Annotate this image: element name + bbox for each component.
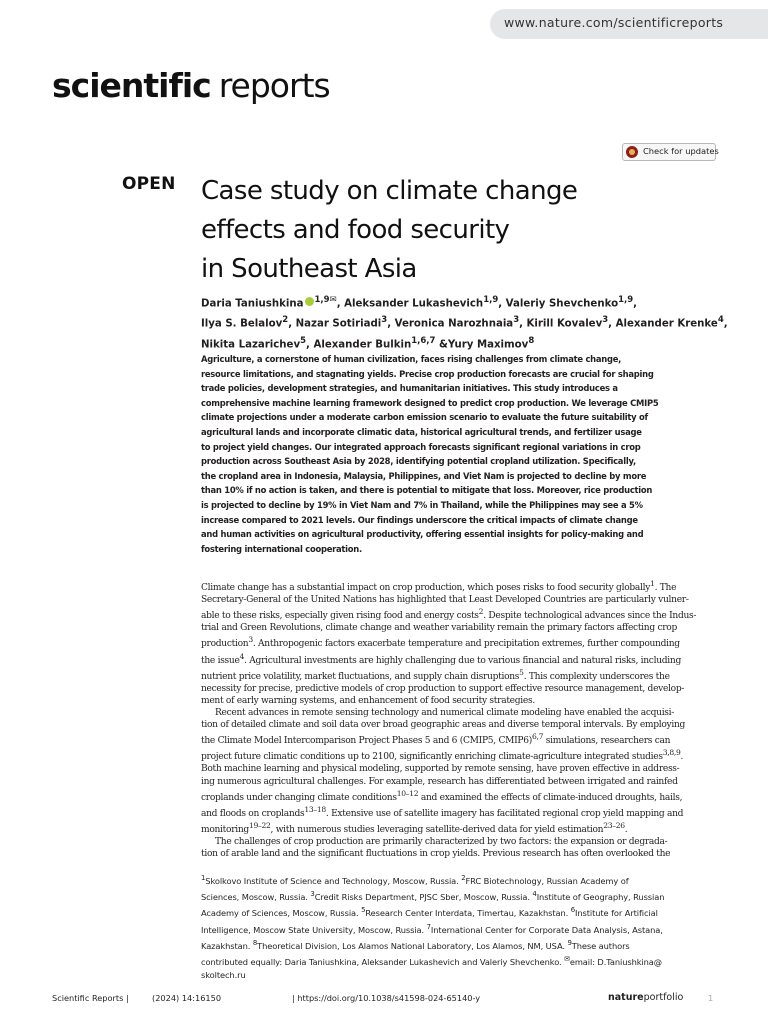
abstract-line: than 10% if no action is taken, and there is potential to mitigate that loss. Moreover, rice production: [201, 485, 653, 496]
author-affil: 3: [513, 315, 520, 326]
body-line: [201, 848, 721, 860]
open-access-label: OPEN: [122, 174, 176, 194]
affil-number: 9: [567, 938, 572, 947]
affiliation-line: [201, 888, 721, 904]
body-line: [201, 719, 721, 731]
author-name[interactable]: , Aleksander Lukashevich: [336, 298, 484, 310]
text-run: Skolkovo Institute of Science and Technology, Moscow, Russia.: [205, 875, 462, 886]
affiliation-line: [201, 969, 721, 982]
affil-number: 2: [461, 874, 466, 882]
abstract-line: resource limitations, and stagnating yields. Precise crop production forecasts are crucial for shaping: [201, 368, 654, 379]
abstract-line: trade policies, development strategies, and humanitarian initiatives. This study introduces a: [201, 383, 618, 394]
text-run: Both machine learning and physical modeling, supported by remote sensing, have proven effective in address-: [201, 764, 680, 775]
citation-link[interactable]: 3: [248, 635, 253, 645]
citation-link[interactable]: 10–12: [396, 788, 419, 798]
body-line: [201, 820, 721, 836]
text-run: able to these risks, especially given rising food and energy costs: [201, 611, 479, 622]
author-name[interactable]: Daria Taniushkina: [201, 298, 304, 310]
citation-link[interactable]: 13–18: [304, 804, 326, 814]
abstract-line: agricultural lands and incorporate climatic data, historical agricultural trends, and fertilizer usage: [201, 426, 642, 437]
body-line: [201, 763, 721, 775]
text-run: Institute of Geography, Russian: [536, 891, 665, 902]
text-run: Sciences, Moscow, Russia.: [201, 891, 311, 902]
body-line: [201, 578, 721, 594]
title-line: effects and food security: [201, 215, 510, 245]
text-run: Recent advances in remote sensing technology and numerical climate modeling have enabled the acquisi-: [215, 708, 675, 718]
text-run: Secretary-General of the United Nations has highlighted that Least Developed Countries are particularly vulner-: [201, 595, 689, 606]
body-line: [201, 622, 721, 634]
abstract-line: fostering international cooperation.: [201, 543, 362, 554]
text-run: . Extensive use of satellite imagery has facilitated regional crop yield mapping and: [325, 808, 684, 819]
text-run: the issue: [201, 655, 240, 666]
text-run: contributed equally: Daria Taniushkina, Aleksander Lukashevich and Valeriy Shevchenko.: [201, 956, 565, 967]
text-run: Theoretical Division, Los Alamos National Laboratory, Los Alamos, NM, USA.: [257, 940, 568, 951]
crossmark-icon: [626, 146, 638, 158]
body-line: [201, 606, 721, 622]
text-run: Climate change has a substantial impact on crop production, which poses risks to food security globally: [201, 583, 651, 594]
text-run: tion of arable land and the significant fluctuations in crop yields. Previous research has often overlooked the: [201, 849, 671, 860]
page-footer: [52, 993, 717, 1007]
body-line: [201, 683, 721, 695]
author-affil: 4: [717, 315, 724, 326]
email-link[interactable]: skoltech.ru: [201, 970, 246, 981]
text-run: .: [624, 824, 628, 835]
text-run: tion of detailed climate and soil data over broad geographic areas and diverse temporal intervals. By employing: [201, 720, 686, 731]
separator: ,: [633, 298, 638, 310]
publisher-logo: [608, 992, 683, 1003]
text-run: Research Center Interdata, Timertau, Kazakhstan.: [365, 908, 571, 919]
text-run: production: [201, 639, 249, 650]
article-title: [201, 172, 721, 289]
text-run: croplands under changing climate conditions: [201, 792, 397, 803]
abstract-line: increase compared to 2021 levels. Our findings underscore the critical impacts of climate change: [201, 514, 638, 525]
logo-bold: scientific: [52, 66, 211, 105]
author-name[interactable]: , Alexander Krenke: [608, 318, 718, 330]
text-run: Intelligence, Moscow State University, Moscow, Russia.: [201, 924, 427, 935]
body-line: [201, 747, 721, 763]
author-name[interactable]: , Veronica Narozhnaia: [387, 318, 514, 330]
affiliation-line: [201, 921, 721, 937]
author-name[interactable]: &Yury Maximov: [435, 339, 529, 351]
text-run: Credit Risks Department, PJSC Sber, Moscow, Russia.: [314, 891, 533, 902]
footer-doi-link[interactable]: | https://doi.org/10.1038/s41598-024-65140-y: [292, 993, 481, 1003]
text-run: Kazakhstan.: [201, 940, 253, 951]
text-run: . Despite technological advances since the Indus-: [483, 611, 697, 622]
body-line: [201, 776, 721, 788]
affil-number: 4: [532, 890, 537, 899]
author-affil: 1,9: [483, 295, 499, 305]
email-icon: ✉: [564, 954, 570, 963]
abstract: [201, 352, 721, 556]
author-affil: 1,9: [314, 295, 330, 305]
check-for-updates-label: Check for updates: [643, 146, 719, 156]
citation-link[interactable]: 19–22: [248, 820, 271, 830]
author-list: [201, 292, 731, 353]
check-for-updates-button[interactable]: [622, 143, 719, 161]
affil-number: 8: [252, 938, 258, 947]
text-run: and examined the effects of climate-induced droughts, hails,: [418, 792, 683, 803]
author-line: [201, 292, 731, 312]
body-line: [201, 804, 721, 820]
text-run: These authors: [571, 940, 630, 951]
journal-url[interactable]: www.nature.com/scientificreports: [504, 15, 724, 30]
body-line: [201, 788, 721, 804]
publisher-light: portfolio: [643, 992, 684, 1003]
title-line: Case study on climate change: [201, 176, 578, 206]
author-name[interactable]: , Alexander Bulkin: [306, 339, 412, 351]
footer-volume: (2024) 14:16150: [152, 993, 222, 1003]
abstract-line: to project yield changes. Our integrated approach forecasts significant regional variations in crop: [201, 441, 641, 452]
text-run: ing numerous agricultural challenges. For example, research has differentiated between irrigated and rainfed: [201, 776, 678, 787]
citation-link[interactable]: 2: [478, 607, 484, 617]
text-run: International Center for Corporate Data Analysis, Astana,: [430, 924, 663, 935]
author-line: [201, 312, 731, 332]
text-run: Institute for Artificial: [575, 908, 658, 919]
body-line: [201, 667, 721, 683]
author-name[interactable]: Nikita Lazarichev: [201, 339, 301, 351]
text-run: simulations, researchers can: [543, 736, 671, 747]
citation-link[interactable]: 5: [519, 667, 524, 677]
abstract-line: production across Southeast Asia by 2028, identifying potential cropland utilization. Specifically,: [201, 456, 636, 467]
abstract-line: the cropland area in Indonesia, Malaysia, Philippines, and Viet Nam is projected to decline by more: [201, 470, 647, 481]
body-line: [201, 651, 721, 667]
affil-number: 3: [310, 890, 315, 899]
abstract-line: climate projections under a moderate carbon emission scenario to evaluate the future suitability of: [201, 412, 648, 423]
affil-number: 1: [201, 874, 206, 882]
author-affil: 5: [300, 335, 307, 346]
text-run: the Climate Model Intercomparison Project Phases 5 and 6 (CMIP5, CMIP6): [201, 736, 532, 747]
affil-number: 6: [570, 906, 575, 915]
text-run: project future climatic conditions up to 2100, significantly enriching climate-agriculture integrated studies: [201, 752, 663, 763]
author-affil: 3: [381, 315, 388, 326]
text-run: . Anthropogenic factors exacerbate temperature and precipitation extremes, further compounding: [252, 639, 680, 650]
title-line: in Southeast Asia: [201, 254, 417, 284]
abstract-line: and human activities on agricultural productivity, offering essential insights for policy-making and: [201, 529, 644, 540]
citation-link[interactable]: 3,8,9: [662, 748, 681, 758]
abstract-line: is projected to decline by 19% in Viet Nam and 7% in Thailand, while the Philippines may see a 5%: [201, 499, 643, 510]
author-affil: 1,9: [618, 295, 634, 305]
author-name[interactable]: , Nazar Sotiriadi: [288, 318, 382, 330]
separator: ,: [723, 318, 728, 330]
author-affil: 1,6,7: [411, 335, 436, 346]
body-line: [201, 634, 721, 650]
affiliation-line: [201, 953, 721, 969]
body-text: [201, 578, 721, 860]
citation-link[interactable]: 6,7: [531, 732, 544, 742]
abstract-line: comprehensive machine learning framework designed to predict crop production. We leverage CMIP5: [201, 397, 659, 408]
email-link[interactable]: email: D.Taniushkina@: [569, 956, 662, 967]
text-run: trial and Green Revolutions, climate change and weather variability remain the primary factors affecting crop: [201, 623, 677, 634]
text-run: nutrient price volatility, market fluctuations, and supply chain disruptions: [201, 671, 520, 682]
text-run: FRC Biotechnology, Russian Academy of: [465, 875, 629, 886]
author-affil: 3: [602, 315, 609, 326]
text-run: Academy of Sciences, Moscow, Russia.: [201, 908, 362, 919]
email-icon[interactable]: ✉: [329, 295, 337, 305]
orcid-icon[interactable]: [305, 297, 314, 306]
journal-logo: [52, 66, 330, 105]
text-run: , with numerous studies leveraging satellite-derived data for yield estimation: [270, 824, 604, 835]
body-line: [201, 731, 721, 747]
affil-number: 5: [361, 906, 366, 915]
text-run: .: [680, 752, 684, 763]
author-affil: 8: [528, 335, 535, 346]
text-run: . This complexity underscores the: [523, 671, 670, 682]
body-line: [201, 836, 721, 848]
text-run: and floods on croplands: [201, 808, 305, 819]
citation-link[interactable]: 23–26: [603, 820, 625, 830]
text-run: The challenges of crop production are primarily characterized by two factors: the expansion or degrada-: [215, 837, 668, 847]
citation-link[interactable]: 1: [650, 579, 655, 588]
body-line: [201, 594, 721, 606]
text-run: necessity for precise, predictive models of crop production to support effective resource management, develop-: [201, 683, 685, 694]
text-run: . The: [654, 583, 677, 594]
publisher-bold: nature: [608, 992, 644, 1003]
author-affil: 2: [282, 315, 289, 326]
text-run: monitoring: [201, 824, 249, 835]
author-name[interactable]: , Valeriy Shevchenko: [498, 298, 619, 310]
page-number: 1: [708, 993, 714, 1003]
text-run: ment of early warning systems, and enhancement of food security strategies.: [201, 695, 535, 706]
citation-link[interactable]: 4: [239, 651, 245, 661]
affiliation-line: [201, 937, 721, 953]
author-line: [201, 333, 731, 353]
abstract-line: Agriculture, a cornerstone of human civilization, faces rising challenges from climate change,: [201, 354, 622, 364]
author-name[interactable]: Ilya S. Belalov: [201, 318, 283, 330]
body-line: [201, 695, 721, 707]
text-run: . Agricultural investments are highly challenging due to various financial and natural risks, including: [244, 655, 681, 666]
affiliations: [201, 872, 721, 982]
footer-journal: Scientific Reports |: [52, 993, 129, 1003]
author-name[interactable]: , Kirill Kovalev: [519, 318, 603, 330]
affil-number: 7: [426, 922, 431, 931]
affiliation-line: [201, 872, 721, 888]
body-line: [201, 707, 721, 719]
affiliation-line: [201, 904, 721, 920]
logo-light: reports: [218, 66, 330, 105]
